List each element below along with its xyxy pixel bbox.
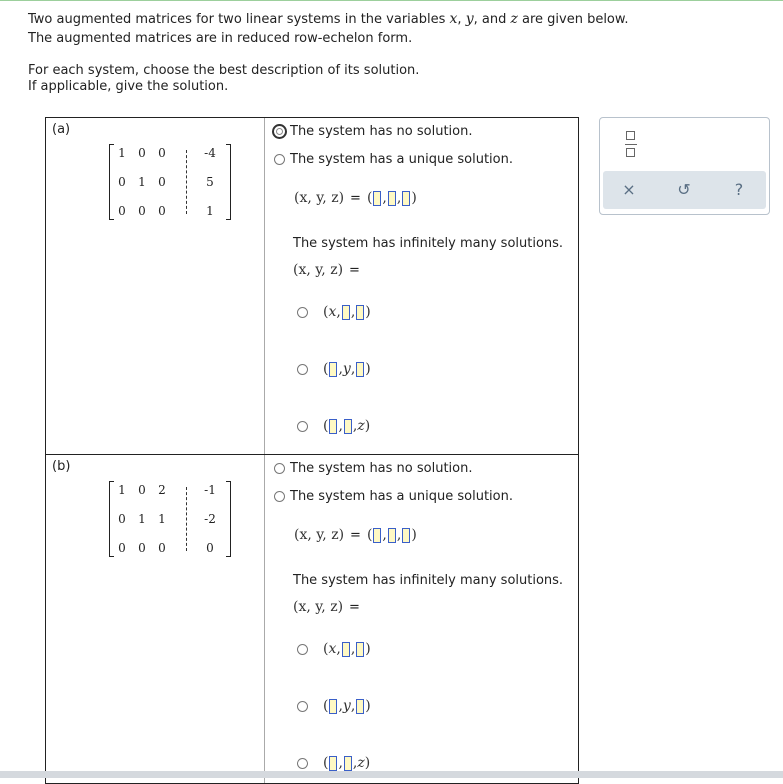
matrix-cell: 1 [138,175,146,189]
radio-unique-solution[interactable] [274,154,285,165]
matrix-cell: 0 [138,146,146,160]
radio-infinite-y[interactable] [297,364,308,375]
var-x: x [328,304,337,320]
infinite-option-x[interactable] [297,641,371,657]
radio-infinite-x[interactable] [297,644,308,655]
input-y[interactable] [342,642,350,657]
radio-infinite-z[interactable] [297,421,308,432]
var-y: y [342,698,351,714]
fraction-denominator-box [626,148,635,157]
infinite-option-y[interactable] [297,698,371,714]
bottom-scroll-strip [0,771,783,778]
help-icon[interactable]: ? [734,180,744,199]
tuple-label: (x, y, z) [294,527,345,543]
var-x: x [449,11,458,27]
input-y[interactable] [344,756,352,771]
input-x[interactable] [329,699,337,714]
equals-sign: = [349,262,360,278]
infinite-tuple-row [293,262,366,278]
input-x[interactable] [373,191,381,206]
matrix-cell: 0 [138,483,146,497]
input-z[interactable] [356,362,364,377]
param-tuple: ( , , z ) [323,755,371,771]
infinite-solutions-label: The system has infinitely many solutions. [293,573,564,588]
tuple-label: (x, y, z) [293,262,344,278]
input-y[interactable] [344,419,352,434]
unique-tuple: ( , , ) [366,190,417,206]
param-tuple: ( x , , ) [323,304,371,320]
matrix-cell: 0 [118,204,126,218]
matrix-cell: 0 [158,146,166,160]
unique-solution-row [294,527,417,543]
infinite-option-y[interactable] [297,361,371,377]
matrix-cell: 2 [158,483,166,497]
intro-line-2: The augmented matrices are in reduced row-echelon form. [28,31,413,46]
matrix-cell: 0 [118,541,126,555]
param-tuple: ( , , z ) [323,418,371,434]
input-z[interactable] [356,305,364,320]
matrix-cell: 1 [118,146,126,160]
fraction-icon[interactable] [626,131,636,159]
panel-label: (a) [52,122,71,137]
param-tuple: ( , y , ) [323,361,371,377]
var-y: y [465,11,474,27]
infinite-option-z[interactable] [297,755,370,771]
intro-text: are given below. [517,12,629,27]
input-z[interactable] [356,642,364,657]
augment-line [186,150,187,214]
input-z[interactable] [356,699,364,714]
input-y[interactable] [342,305,350,320]
panel-label: (b) [52,459,71,474]
augmented-matrix-b [109,481,231,557]
matrix-cell: 0 [158,204,166,218]
option-label: The system has no solution. [290,461,473,476]
option-no-solution[interactable] [274,124,473,139]
option-unique-solution[interactable] [274,489,513,504]
sep: , [457,12,466,27]
radio-infinite-z[interactable] [297,758,308,769]
augment-line [186,487,187,551]
matrix-cell: 0 [158,541,166,555]
intro-line-4: If applicable, give the solution. [28,79,229,94]
matrix-cell: 0 [138,541,146,555]
sep: , and [473,12,511,27]
top-accent-line [0,0,783,1]
undo-icon[interactable]: ↺ [677,180,691,199]
math-toolbox [599,117,770,215]
option-no-solution[interactable] [274,461,473,476]
input-x[interactable] [329,362,337,377]
equals-sign: = [349,599,360,615]
input-z[interactable] [402,528,410,543]
unique-solution-row [294,190,417,206]
panel-divider [264,118,265,454]
radio-no-solution[interactable] [274,463,285,474]
option-label: The system has a unique solution. [290,152,513,167]
panel-a [45,117,579,455]
fraction-bar [625,144,637,145]
matrix-cell: -4 [204,146,216,160]
matrix-cell: 5 [206,175,214,189]
toolbox-action-bar [603,171,766,209]
var-z: z [357,755,365,771]
matrix-cell: 0 [158,175,166,189]
radio-no-solution[interactable] [272,124,287,139]
input-x[interactable] [373,528,381,543]
matrix-cell: 1 [118,483,126,497]
option-label: The system has a unique solution. [290,489,513,504]
matrix-cell: 1 [138,512,146,526]
infinite-solutions-label: The system has infinitely many solutions. [293,236,564,251]
var-z: z [357,418,365,434]
radio-infinite-y[interactable] [297,701,308,712]
tuple-label: (x, y, z) [294,190,345,206]
radio-unique-solution[interactable] [274,491,285,502]
option-label: The system has no solution. [290,124,473,139]
matrix-cell: 0 [118,512,126,526]
fraction-numerator-box [626,131,635,140]
tuple-label: (x, y, z) [293,599,344,615]
matrix-bracket-right [226,144,231,220]
infinite-tuple-row [293,599,366,615]
panel-divider [264,455,265,783]
var-y: y [342,361,351,377]
matrix-cell: -2 [204,512,216,526]
close-icon[interactable]: × [622,180,636,199]
option-unique-solution[interactable] [274,152,513,167]
input-x[interactable] [329,756,337,771]
unique-tuple: ( , , ) [366,527,417,543]
intro-line-3: For each system, choose the best description of its solution. [28,63,420,78]
matrix-bracket-right [226,481,231,557]
radio-infinite-x[interactable] [297,307,308,318]
var-z: z [510,11,518,27]
matrix-cell: 0 [206,541,214,555]
param-tuple: ( , y , ) [323,698,371,714]
matrix-cell: 1 [158,512,166,526]
param-tuple: ( x , , ) [323,641,371,657]
infinite-option-z[interactable] [297,418,370,434]
input-z[interactable] [402,191,410,206]
equals-sign: = [350,190,361,206]
matrix-cell: 0 [118,175,126,189]
panel-b [45,454,579,784]
equals-sign: = [350,527,361,543]
intro-text: Two augmented matrices for two linear systems in the variables [28,12,450,27]
input-x[interactable] [329,419,337,434]
input-y[interactable] [388,528,396,543]
matrix-cell: -1 [204,483,216,497]
var-x: x [328,641,337,657]
matrix-cell: 1 [206,204,214,218]
intro-line-1 [28,11,628,27]
infinite-option-x[interactable] [297,304,371,320]
matrix-cell: 0 [138,204,146,218]
input-y[interactable] [388,191,396,206]
augmented-matrix-a [109,144,231,220]
